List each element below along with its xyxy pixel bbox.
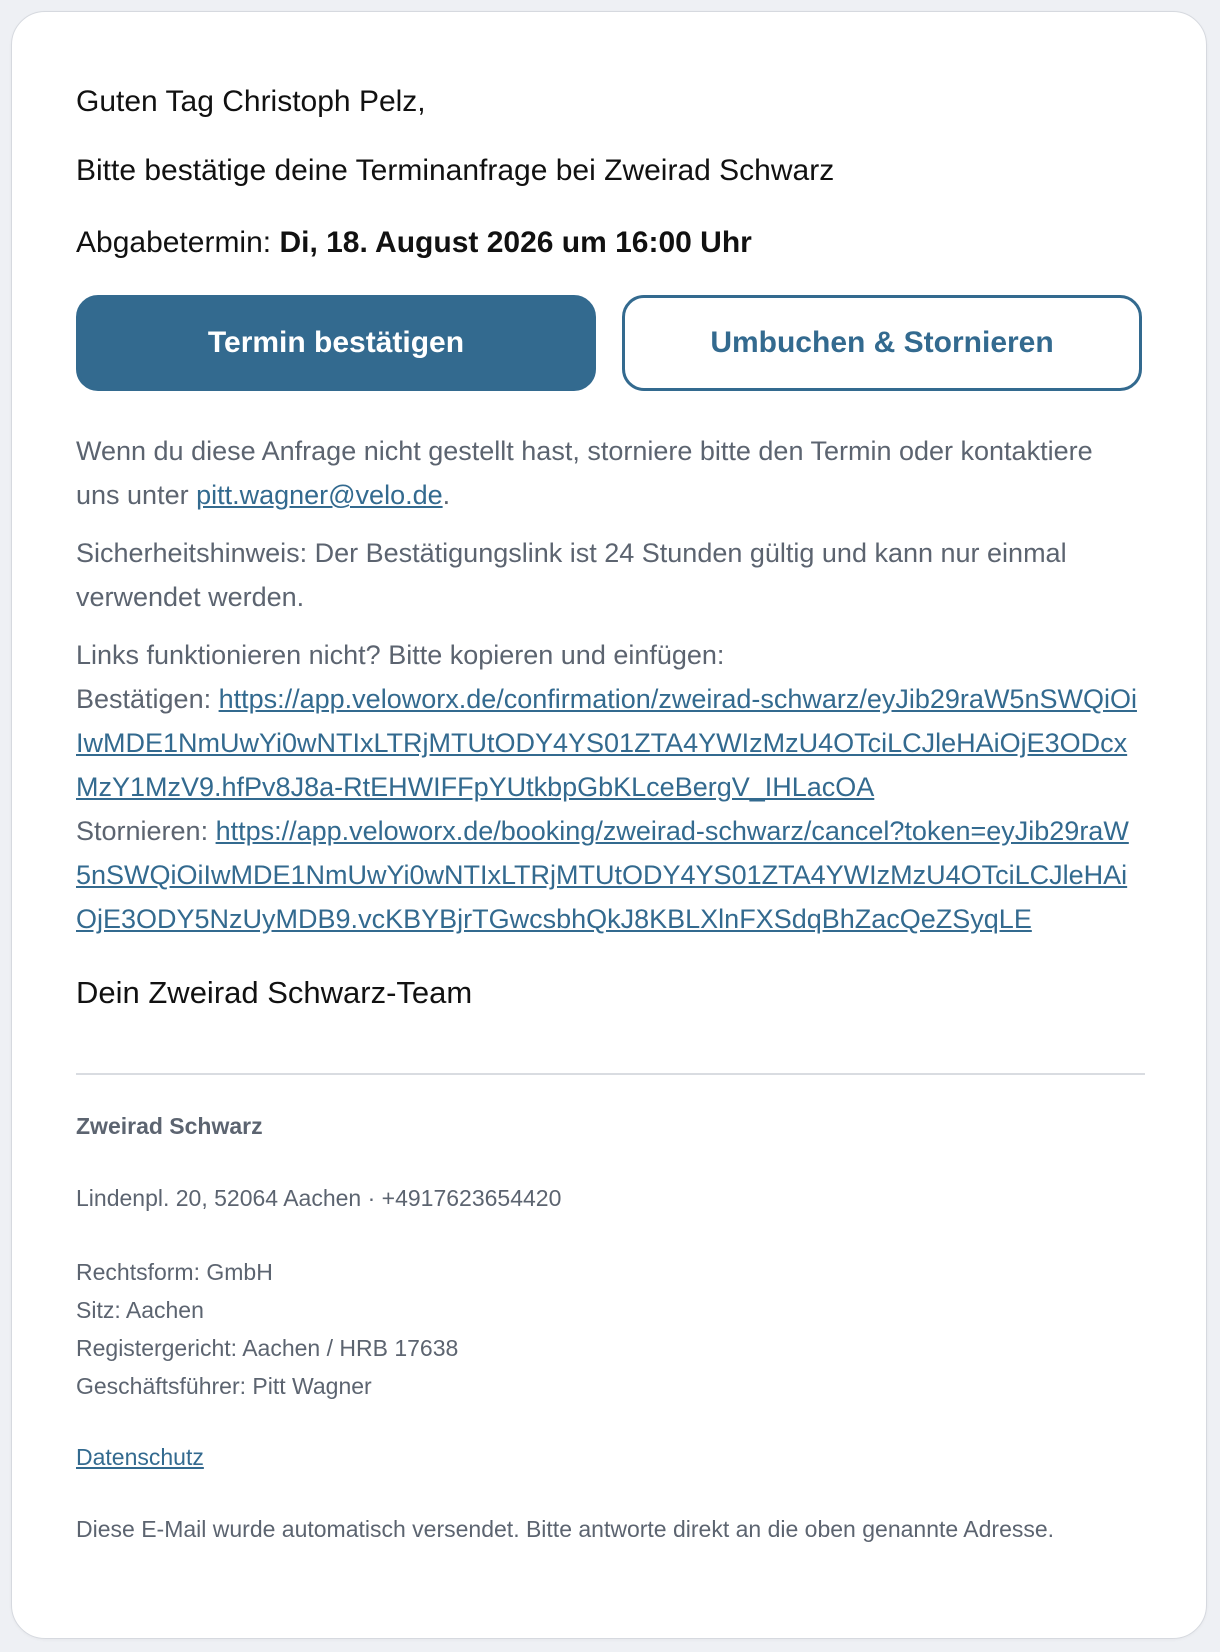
- footer: [76, 1111, 1142, 1544]
- action-buttons: [76, 295, 1142, 391]
- footer-address: Lindenpl. 20, 52064 Aachen · +4917623654420: [76, 1185, 562, 1211]
- appointment-line: [76, 223, 1142, 263]
- footer-director: Geschäftsführer: Pitt Wagner: [76, 1373, 372, 1399]
- privacy-link[interactable]: Datenschutz: [76, 1444, 204, 1470]
- footer-company-name: Zweirad Schwarz: [76, 1113, 263, 1139]
- security-note: Sicherheitshinweis: Der Bestätigungslink ist 24 Stunden gültig und kann nur einmal verwendet werden.: [76, 538, 1067, 612]
- cancel-link-label: Stornieren:: [76, 816, 216, 846]
- footer-legal-form: Rechtsform: GmbH: [76, 1259, 273, 1285]
- footer-register: Registergericht: Aachen / HRB 17638: [76, 1335, 459, 1361]
- fallback-intro: Links funktionieren nicht? Bitte kopieren und einfügen:: [76, 640, 725, 670]
- notice-text: [76, 429, 1142, 517]
- confirm-link-label: Bestätigen:: [76, 684, 219, 714]
- footer-privacy: [76, 1442, 1142, 1472]
- contact-email-link[interactable]: pitt.wagner@velo.de: [196, 480, 443, 510]
- rebook-cancel-button[interactable]: Umbuchen & Stornieren: [622, 295, 1142, 391]
- appointment-label: Abgabetermin:: [76, 226, 280, 259]
- email-card: [11, 11, 1207, 1639]
- notice-body: Wenn du diese Anfrage nicht gestellt hast, storniere bitte den Termin oder kontaktiere uns unter: [76, 436, 1093, 510]
- footer-seat: Sitz: Aachen: [76, 1297, 204, 1323]
- footer-auto-note: Diese E-Mail wurde automatisch versendet. Bitte antworte direkt an die oben genannte Adresse.: [76, 1516, 1055, 1542]
- confirm-appointment-button[interactable]: Termin bestätigen: [76, 295, 596, 391]
- intro-text: Bitte bestätige deine Terminanfrage bei Zweirad Schwarz: [76, 154, 835, 187]
- notice-end: .: [442, 480, 451, 510]
- footer-divider: [76, 1073, 1145, 1075]
- fallback-links: [76, 633, 1142, 941]
- footer-legal-info: [76, 1253, 1142, 1405]
- greeting: Guten Tag Christoph Pelz,: [76, 85, 426, 118]
- appointment-value: Di, 18. August 2026 um 16:00 Uhr: [279, 226, 752, 259]
- confirm-url-link[interactable]: https://app.veloworx.de/confirmation/zweirad-schwarz/eyJib29raW5nSWQiOiIwMDE1NmUwYi0wNTIxLTRjMTUtODY4YS01ZTA4YWIzMzU4OTciLCJleHAiOjE3ODcxMzY1MzV9.hfPv8J8a-RtEHWIFFpYUtkbpGbKLceBergV_IHLacOA: [76, 684, 1137, 802]
- signoff: Dein Zweirad Schwarz-Team: [76, 975, 473, 1010]
- cancel-url-link[interactable]: https://app.veloworx.de/booking/zweirad-schwarz/cancel?token=eyJib29raW5nSWQiOiIwMDE1NmUwYi0wNTIxLTRjMTUtODY4YS01ZTA4YWIzMzU4OTciLCJleHAiOjE3ODY5NzUyMDB9.vcKBYBjrTGwcsbhQkJ8KBLXlnFXSdqBhZacQeZSyqLE: [76, 816, 1129, 934]
